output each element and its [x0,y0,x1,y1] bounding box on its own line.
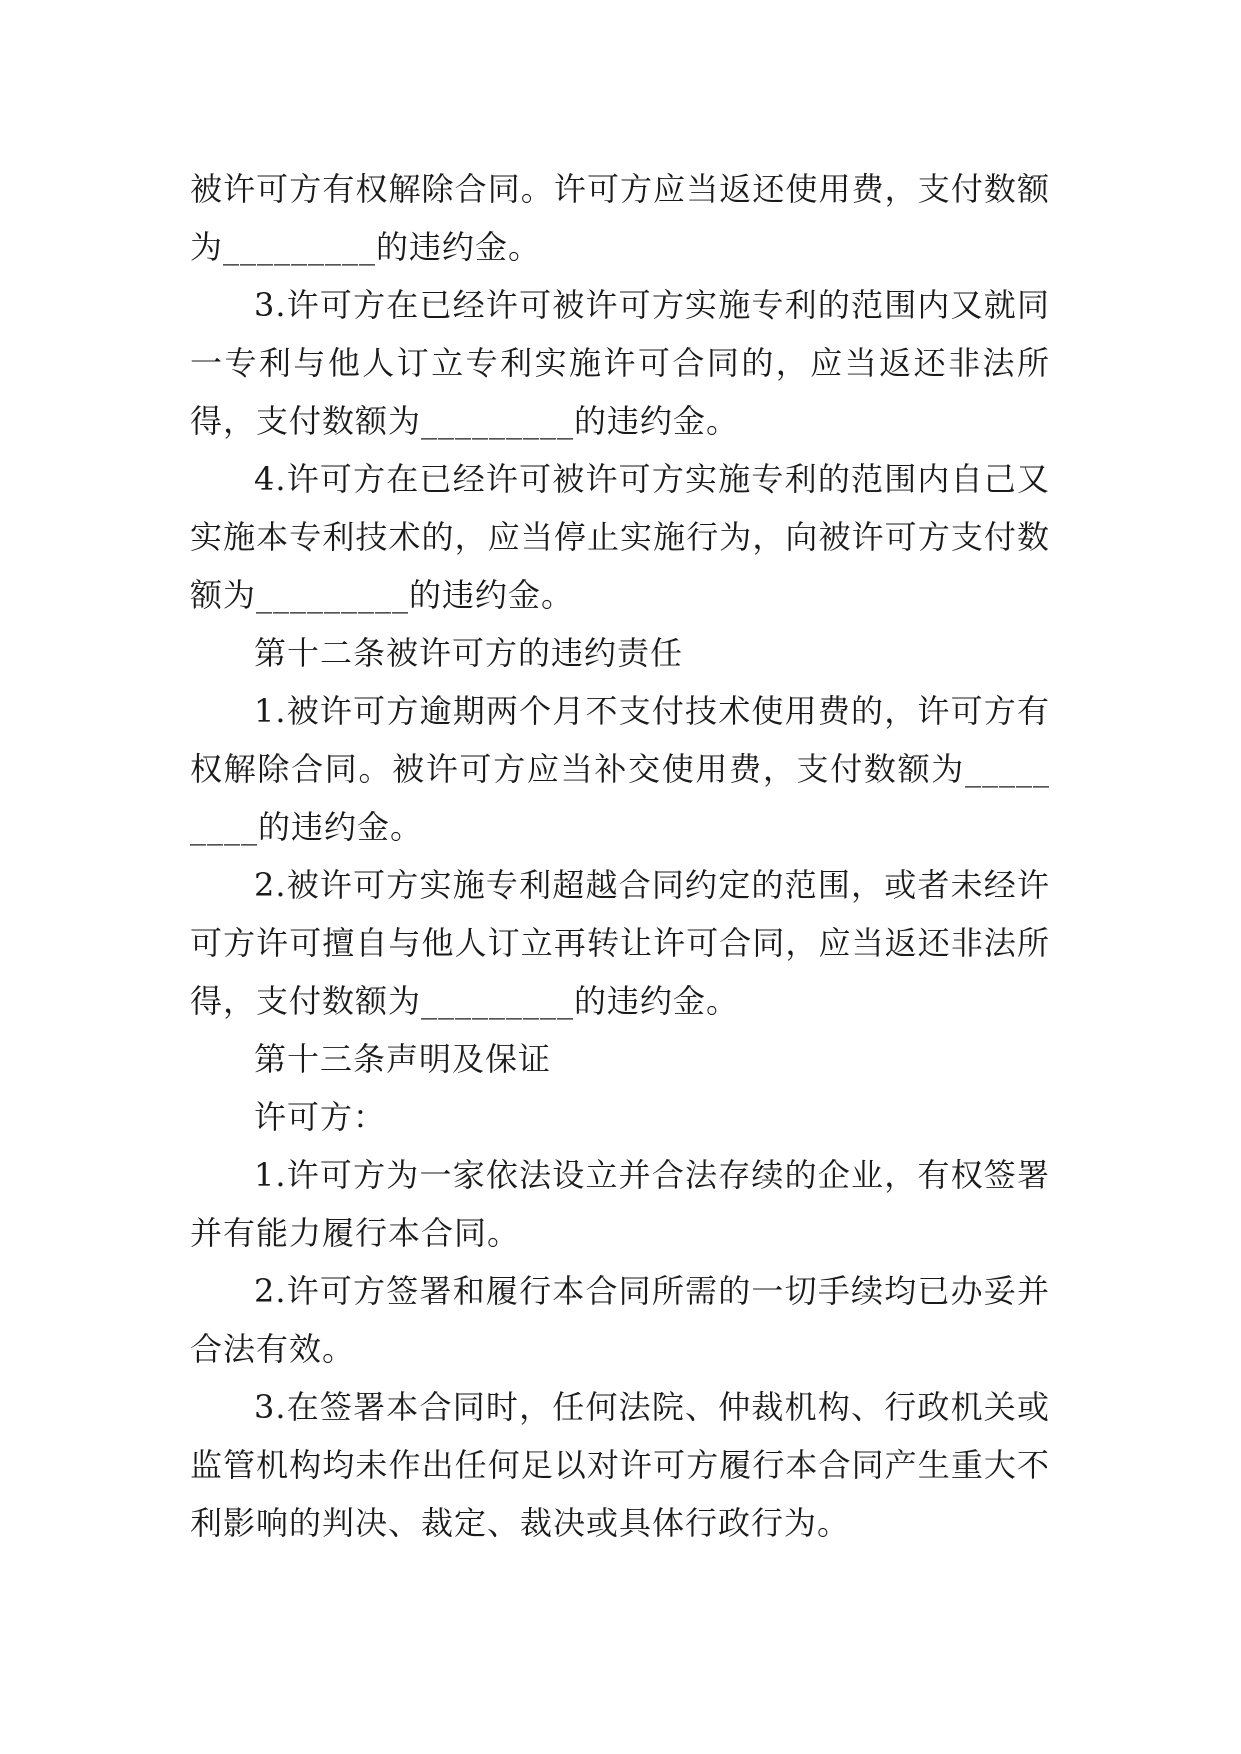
warranty-2-procedures: 2.许可方签署和履行本合同所需的一切手续均已办妥并合法有效。 [190,1272,1050,1368]
warranty-3-no-adverse-rulings: 3.在签署本合同时，任何法院、仲裁机构、行政机关或监管机构均未作出任何足以对许可方履行本合同产生重大不利影响的判决、裁定、裁决或具体行政行为。 [190,1388,1050,1542]
document-body [190,160,1050,1552]
article-13-heading: 第十三条声明及保证 [254,1040,552,1078]
clause-3-duplicate-license: 3.许可方在已经许可被许可方实施专利的范围内又就同一专利与他人订立专利实施许可合同的，应当返还非法所得，支付数额为_________的违约金。 [190,286,1050,440]
warranty-1-legal-entity: 1.许可方为一家依法设立并合法存续的企业，有权签署并有能力履行本合同。 [190,1156,1050,1252]
paragraph-license-termination: 被许可方有权解除合同。许可方应当返还使用费，支付数额为_________的违约金。 [190,170,1050,266]
article-12-heading: 第十二条被许可方的违约责任 [254,634,684,672]
clause-4-self-implementation: 4.许可方在已经许可被许可方实施专利的范围内自己又实施本专利技术的，应当停止实施行为，向被许可方支付数额为_________的违约金。 [190,460,1050,614]
clause-2-scope-violation: 2.被许可方实施专利超越合同约定的范围，或者未经许可方许可擅自与他人订立再转让许可合同，应当返还非法所得，支付数额为_________的违约金。 [190,866,1050,1020]
clause-1-late-payment: 1.被许可方逾期两个月不支付技术使用费的，许可方有权解除合同。被许可方应当补交使用费，支付数额为_________的违约金。 [190,692,1050,846]
licensor-label: 许可方： [254,1098,387,1136]
